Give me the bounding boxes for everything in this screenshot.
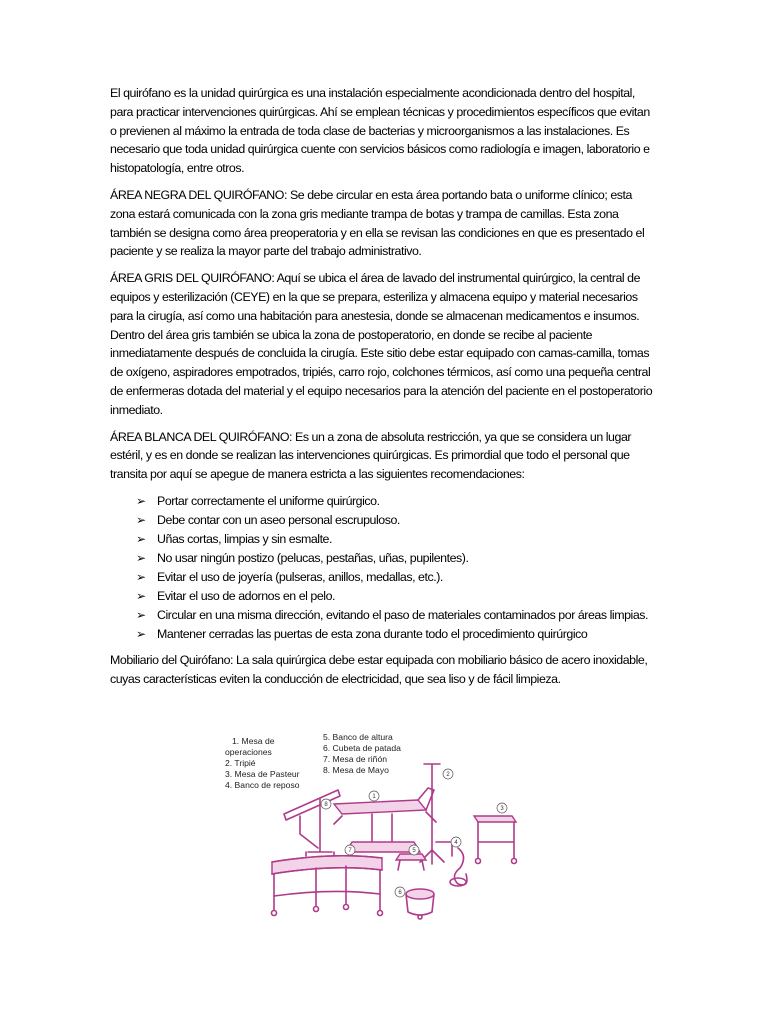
iv-pole-drawing <box>420 764 444 864</box>
arrow-bullet-icon: ➢ <box>136 607 146 622</box>
arrow-bullet-icon: ➢ <box>136 588 146 603</box>
legend-line: 6. Cubeta de patada <box>323 743 401 753</box>
arrow-bullet-icon: ➢ <box>136 569 146 584</box>
marker-6 <box>395 887 405 897</box>
marker-1 <box>369 791 379 801</box>
kidney-table-drawing <box>272 856 383 916</box>
legend-line: 8. Mesa de Mayo <box>323 765 389 775</box>
area-blanca-paragraph: ÁREA BLANCA DEL QUIRÓFANO: Es un a zona de absoluta restricción, ya que se considera un lugar estéril, y es en donde se realizan las intervenciones quirúrgicas. Es primordial que todo el personal que transita por aquí se apegue de manera estricta a las siguientes recomendaciones: <box>110 429 632 482</box>
operating-table-drawing <box>334 788 436 852</box>
recommendations-list <box>110 492 656 644</box>
legend-line: 3. Mesa de Pasteur <box>225 769 300 779</box>
list-item: ➢ Evitar el uso de joyería (pulseras, anillos, medallas, etc.). <box>136 568 656 587</box>
svg-text:5: 5 <box>412 848 416 854</box>
legend-line: 1. Mesa de <box>232 736 275 746</box>
list-item: ➢ Uñas cortas, limpias y sin esmalte. <box>136 530 656 549</box>
document-body <box>110 84 656 697</box>
area-negra-paragraph: ÁREA NEGRA DEL QUIRÓFANO: Se debe circular en esta área portando bata o uniforme clínico; esta zona estará comunicada con la zona gris mediante trampa de botas y trampa de camillas. Esta zona también se designa como área preoperatoria y en ella se revisan las condiciones en que es presentado el paciente y se realiza la mayor parte del trabajo administrativo. <box>110 187 645 259</box>
marker-5 <box>409 845 419 855</box>
pasteur-table-drawing <box>474 816 517 864</box>
legend-line: 4. Banco de reposo <box>225 780 300 790</box>
marker-4 <box>451 837 461 847</box>
list-item: ➢ Debe contar con un aseo personal escrupuloso. <box>136 511 656 530</box>
list-item: ➢ Portar correctamente el uniforme quirúrgico. <box>136 492 656 511</box>
svg-text:2: 2 <box>446 772 450 778</box>
svg-text:6: 6 <box>398 890 402 896</box>
list-item: ➢ Evitar el uso de adornos en el pelo. <box>136 587 656 606</box>
arrow-bullet-icon: ➢ <box>136 626 146 641</box>
legend-line: 2. Tripié <box>225 758 256 768</box>
arrow-bullet-icon: ➢ <box>136 531 146 546</box>
list-item: ➢ Mantener cerradas las puertas de esta zona durante todo el procedimiento quirúrgico <box>136 625 656 644</box>
legend-line: 5. Banco de altura <box>323 732 393 742</box>
arrow-bullet-icon: ➢ <box>136 550 146 565</box>
arrow-bullet-icon: ➢ <box>136 512 146 527</box>
marker-8 <box>321 799 331 809</box>
svg-text:8: 8 <box>324 802 328 808</box>
rest-stool-drawing <box>436 842 467 886</box>
marker-2 <box>443 769 453 779</box>
mayo-table-drawing <box>284 790 340 856</box>
marker-3 <box>497 803 507 813</box>
mobiliario-paragraph: Mobiliario del Quirófano: La sala quirúrgica debe estar equipada con mobiliario básico de acero inoxidable, cuyas características eviten la conducción de electricidad, que sea liso y de fácil limpieza. <box>110 652 648 686</box>
area-gris-paragraph: ÁREA GRIS DEL QUIRÓFANO: Aquí se ubica el área de lavado del instrumental quirúrgico, la central de equipos y esterilización (CEYE) en la que se prepara, esteriliza y almacena equipo y material necesarios para la cirugía, así como una habitación para anestesia, donde se almacenan medicamentos e insumos. Dentro del área gris también se ubica la zona de postoperatorio, en donde se recibe al paciente inmediatamente después de concluida la cirugía. Este sitio debe estar equipado con camas-camilla, tomas de oxígeno, aspiradores empotrados, tripiés, carro rojo, colchones térmicos, así como una pequeña central de enfermeras dotada del material y el equipo necesarios para la atención del paciente en el postoperatorio inmediato. <box>110 271 653 417</box>
intro-paragraph: El quirófano es la unidad quirúrgica es una instalación especialmente acondicionada dentro del hospital, para practicar intervenciones quirúrgicas. Ahí se emplean técnicas y procedimientos específicos que evitan o previenen al máximo la entrada de toda clase de bacterias y microorganismos a las instalaciones. Es necesario que toda unidad quirúrgica cuente con servicios básicos como radiología e imagen, laboratorio e histopatología, entre otros. <box>110 86 650 176</box>
legend-line: operaciones <box>225 747 272 757</box>
svg-text:3: 3 <box>500 806 504 812</box>
list-item: ➢ Circular en una misma dirección, evitando el paso de materiales contaminados por áreas limpias. <box>136 606 656 625</box>
operating-room-furniture-figure <box>222 724 542 920</box>
svg-text:7: 7 <box>348 848 352 854</box>
height-stool-drawing <box>396 854 426 870</box>
marker-7 <box>345 845 355 855</box>
svg-text:4: 4 <box>454 840 458 846</box>
legend-line: 7. Mesa de riñón <box>323 754 388 764</box>
kick-bucket-drawing <box>406 889 434 919</box>
svg-text:1: 1 <box>372 794 376 800</box>
arrow-bullet-icon: ➢ <box>136 493 146 508</box>
list-item: ➢ No usar ningún postizo (pelucas, pestañas, uñas, pupilentes). <box>136 549 656 568</box>
